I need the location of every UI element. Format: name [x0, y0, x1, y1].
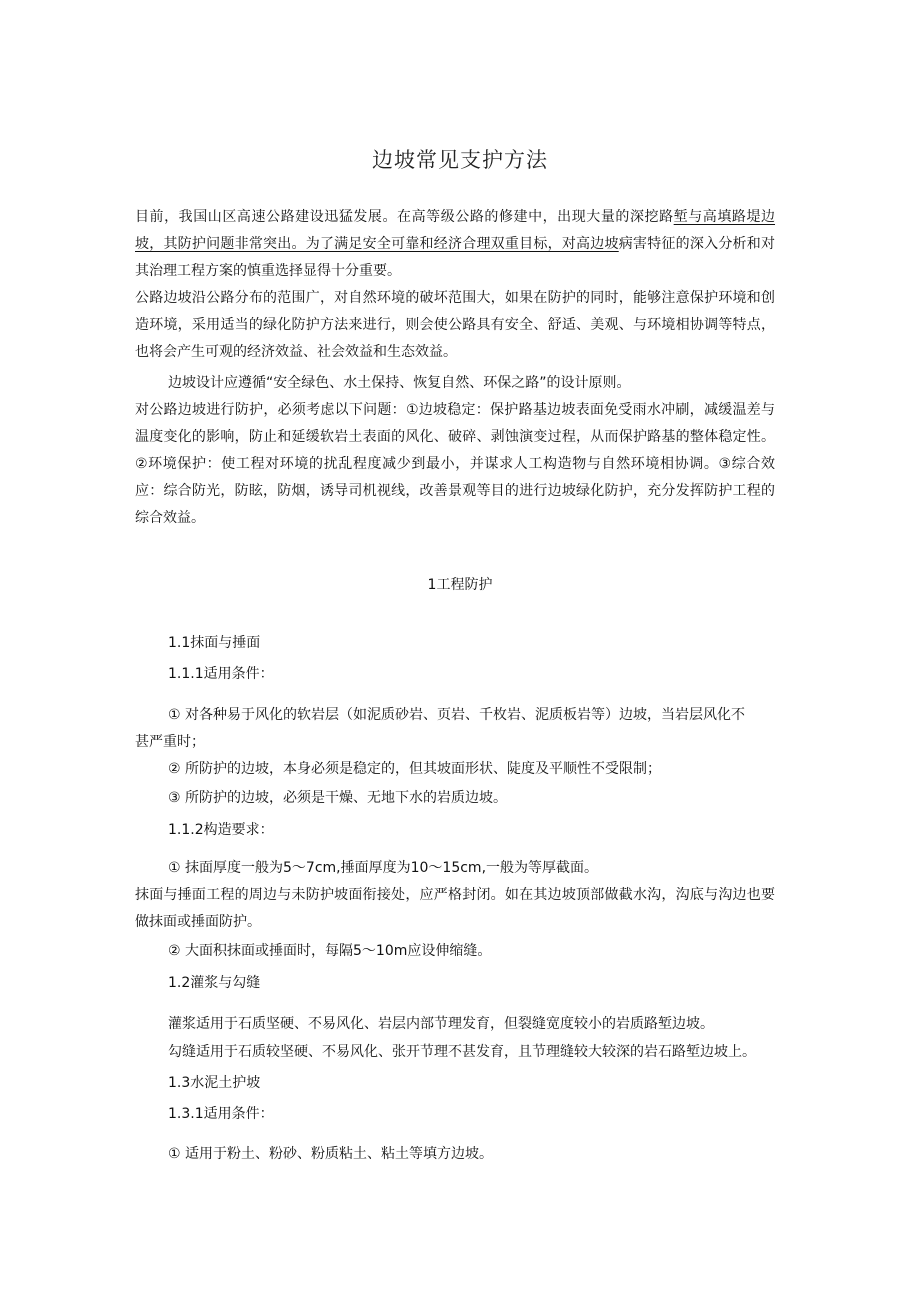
condition-1-line-2: 甚严重时；: [135, 734, 205, 750]
condition-3: ③ 所防护的边坡，必须是干燥、无地下水的岩质边坡。: [168, 790, 507, 806]
pointing-text: 勾缝适用于石质较坚硬、不易风化、张开节理不甚发育，且节理缝较大较深的岩石路堑边坡上。: [168, 1044, 756, 1060]
intro-p1-text-a: 目前，我国山区高速公路建设迅猛发展。在高等级公路的修建中，出现大量的深挖路: [135, 209, 674, 225]
subsection-heading-1-1-2: 1.1.2构造要求：: [168, 822, 274, 838]
intro-paragraph-1: [135, 204, 775, 285]
intro-paragraph-4: 对公路边坡进行防护，必须考虑以下问题：①边坡稳定：保护路基边坡表面免受雨水冲刷，减缓温差与温度变化的影响，防止和延缓软岩土表面的风化、破碎、剥蚀演变过程，从而保护路基的整体稳定性。②环境保护：使工程对环境的扰乱程度减少到最小，并谋求人工构造物与自然环境相协调。③综合效应：综合防光，防眩，防烟，诱导司机视线，改善景观等目的进行边坡绿化防护，充分发挥防护工程的综合效益。: [135, 402, 775, 526]
subsection-heading-1-3: 1.3水泥土护坡: [168, 1075, 261, 1091]
intro-p1-underlined: 堑与高填路堤边坡，其防护问题非常突出。为了满足安全可靠和经济合理双重目标，对高边坡: [135, 209, 776, 252]
intro-paragraph-2: 公路边坡沿公路分布的范围广，对自然环境的破坏范围大，如果在防护的同时，能够注意保护环境和创造环境，采用适当的绿化防护方法来进行，则会使公路具有安全、舒适、美观、与环境相协调等特点，也将会产生可观的经济效益、社会效益和生态效益。: [135, 290, 775, 360]
subsection-heading-1-1-1: 1.1.1适用条件：: [168, 666, 274, 682]
page-title: 边坡常见支护方法: [372, 148, 548, 172]
subsection-heading-1-3-1: 1.3.1适用条件：: [168, 1106, 274, 1122]
condition-2: ② 所防护的边坡，本身必须是稳定的，但其坡面形状、陡度及平顺性不受限制；: [168, 761, 661, 777]
section-heading-1: 1工程防护: [427, 577, 493, 593]
cement-condition-1: ① 适用于粉土、粉砂、粉质粘土、粘土等填方边坡。: [168, 1146, 493, 1162]
subsection-heading-1-1: 1.1抹面与捶面: [168, 635, 261, 651]
requirement-1: ① 抹面厚度一般为5〜7cm,捶面厚度为10〜15cm,一般为等厚截面。: [168, 860, 599, 876]
requirement-1-note: 抹面与捶面工程的周边与未防护坡面衔接处，应严格封闭。如在其边坡顶部做截水沟，沟底与沟边也要做抹面或捶面防护。: [135, 887, 775, 930]
grouting-text: 灌浆适用于石质坚硬、不易风化、岩层内部节理发育，但裂缝宽度较小的岩质路堑边坡。: [168, 1016, 714, 1032]
condition-1-line-1: ① 对各种易于风化的软岩层（如泥质砂岩、页岩、千枚岩、泥质板岩等）边坡，当岩层风化不: [168, 707, 745, 723]
requirement-2: ② 大面积抹面或捶面时，每隔5〜10m应设伸缩缝。: [168, 943, 492, 959]
intro-p1-text-c: 病害特征的深入分析和对其治理工程方案的慎重选择显得十分重要。: [135, 236, 776, 279]
design-principle: 边坡设计应遵循“安全绿色、水土保持、恢复自然、环保之路”的设计原则。: [168, 375, 631, 391]
subsection-heading-1-2: 1.2灌浆与勾缝: [168, 975, 261, 991]
